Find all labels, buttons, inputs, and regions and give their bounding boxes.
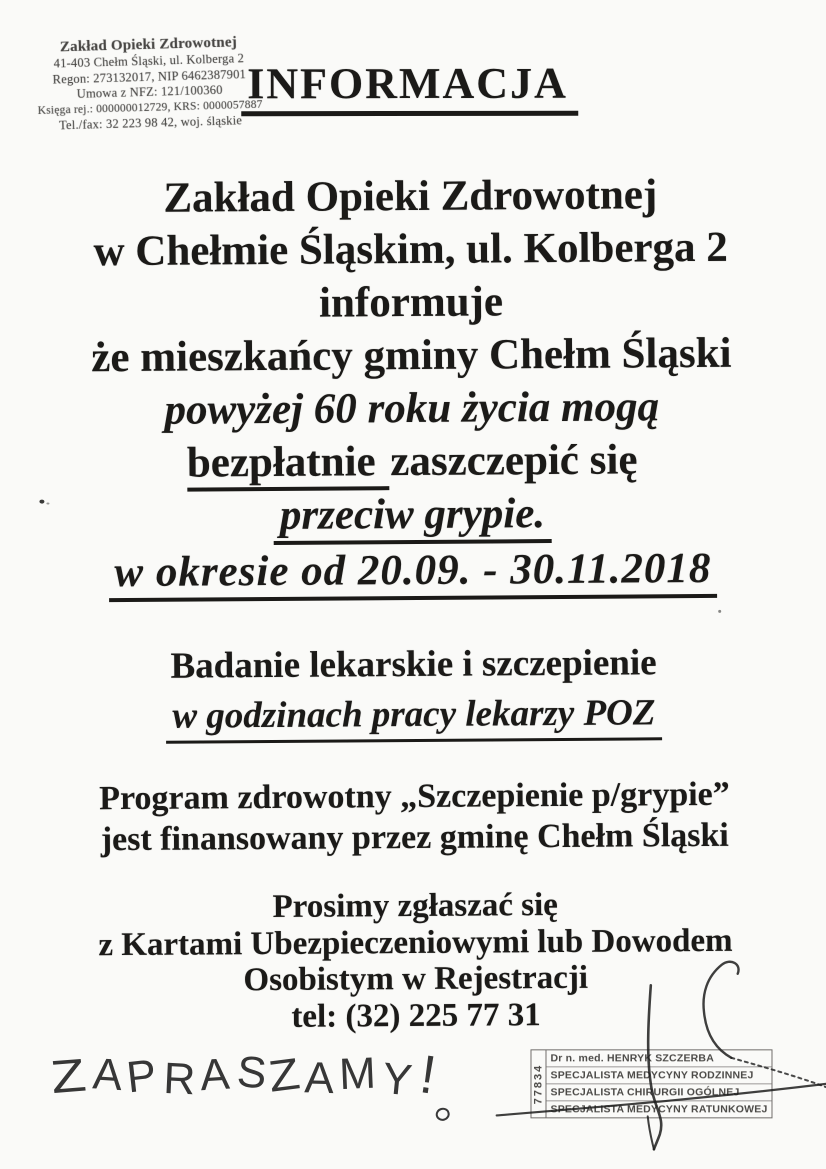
notice-address: w Chełmie Śląskim, ul. Kolberga 2	[93, 223, 728, 276]
notice-flu: przeciw grypie.	[274, 490, 551, 545]
notice-period-line	[0, 541, 826, 603]
signature-arrow-barb	[648, 1116, 654, 1149]
registration-line1: Prosimy zgłaszać się	[272, 886, 559, 925]
notice-informs: informuje	[318, 278, 504, 327]
funding-line2: jest finansowany przez gminę Chełm Śląski	[100, 816, 729, 859]
stamp-address: 41-403 Chełm Śląski, ul. Kolberga 2	[53, 51, 245, 71]
title-wrap	[241, 58, 578, 117]
doctor-stamp-number: 77834	[530, 1049, 546, 1118]
notice-org: Zakład Opieki Zdrowotnej	[163, 171, 658, 222]
registration-line2: z Kartami Ubezpieczeniowymi lub Dowodem	[98, 922, 733, 963]
funding-line1: Program zdrowotny „Szczepienie p/grypie”	[99, 775, 730, 818]
doctor-name-line: Dr n. med. HENRYK SZCZERBA	[550, 1052, 714, 1065]
exam-line2: w godzinach pracy lekarzy POZ	[166, 690, 661, 743]
stamp-phone: Tel./fax: 32 223 98 42, woj. śląskie	[58, 113, 243, 133]
notice-free-line	[0, 432, 825, 491]
handwritten-exclamation-dot	[434, 1106, 451, 1122]
scan-speck	[718, 610, 721, 613]
doctor-specialty-3: SPECJALISTA MEDYCYNY RATUNKOWEJ	[546, 1100, 771, 1117]
exam-line2-wrap	[1, 687, 826, 745]
notice-flu-line	[0, 485, 826, 547]
office-address-stamp	[25, 32, 274, 134]
page-title: INFORMACJA	[241, 58, 578, 117]
notice-free-rest: zaszczepić się	[390, 436, 638, 486]
handwritten-exclamation: !	[416, 1044, 440, 1106]
notice-body	[0, 167, 826, 603]
handwritten-zapraszamy: ZAPRASZAMY	[47, 1047, 415, 1106]
scan-speck	[39, 500, 44, 504]
notice-age: powyżej 60 roku życia mogą	[164, 383, 660, 434]
doctor-stamp	[530, 1049, 772, 1118]
scan-speck	[46, 503, 49, 505]
exam-section	[0, 637, 826, 745]
funding-section	[1, 773, 826, 861]
notice-free-word: bezpłatnie	[187, 438, 390, 491]
notice-period: w okresie od 20.09. - 30.11.2018	[108, 545, 717, 602]
registration-line3: Osobistym w Rejestracji	[243, 959, 589, 999]
registration-phone: tel: (32) 225 77 31	[291, 996, 541, 1035]
registration-section	[2, 885, 826, 1037]
exam-line1: Badanie lekarskie i szczepienie	[170, 642, 657, 687]
doctor-specialty-1: SPECJALISTA MEDYCYNY RODZINNEJ	[546, 1066, 771, 1083]
doctor-specialty-2: SPECJALISTA CHIRURGII OGÓLNEJ	[546, 1083, 771, 1100]
notice-residents: że mieszkańcy gminy Chełm Śląski	[91, 329, 732, 382]
doctor-stamp-rows	[546, 1049, 772, 1118]
stamp-nfz: Umowa z NFZ: 121/100360	[76, 82, 223, 101]
stamp-regon-nip: Regon: 273132017, NIP 6462387901	[52, 66, 247, 87]
stamp-krs: Księga rej.: 000000012729, KRS: 0000057887	[37, 98, 263, 117]
stamp-org-name: Zakład Opieki Zdrowotnej	[59, 34, 238, 56]
